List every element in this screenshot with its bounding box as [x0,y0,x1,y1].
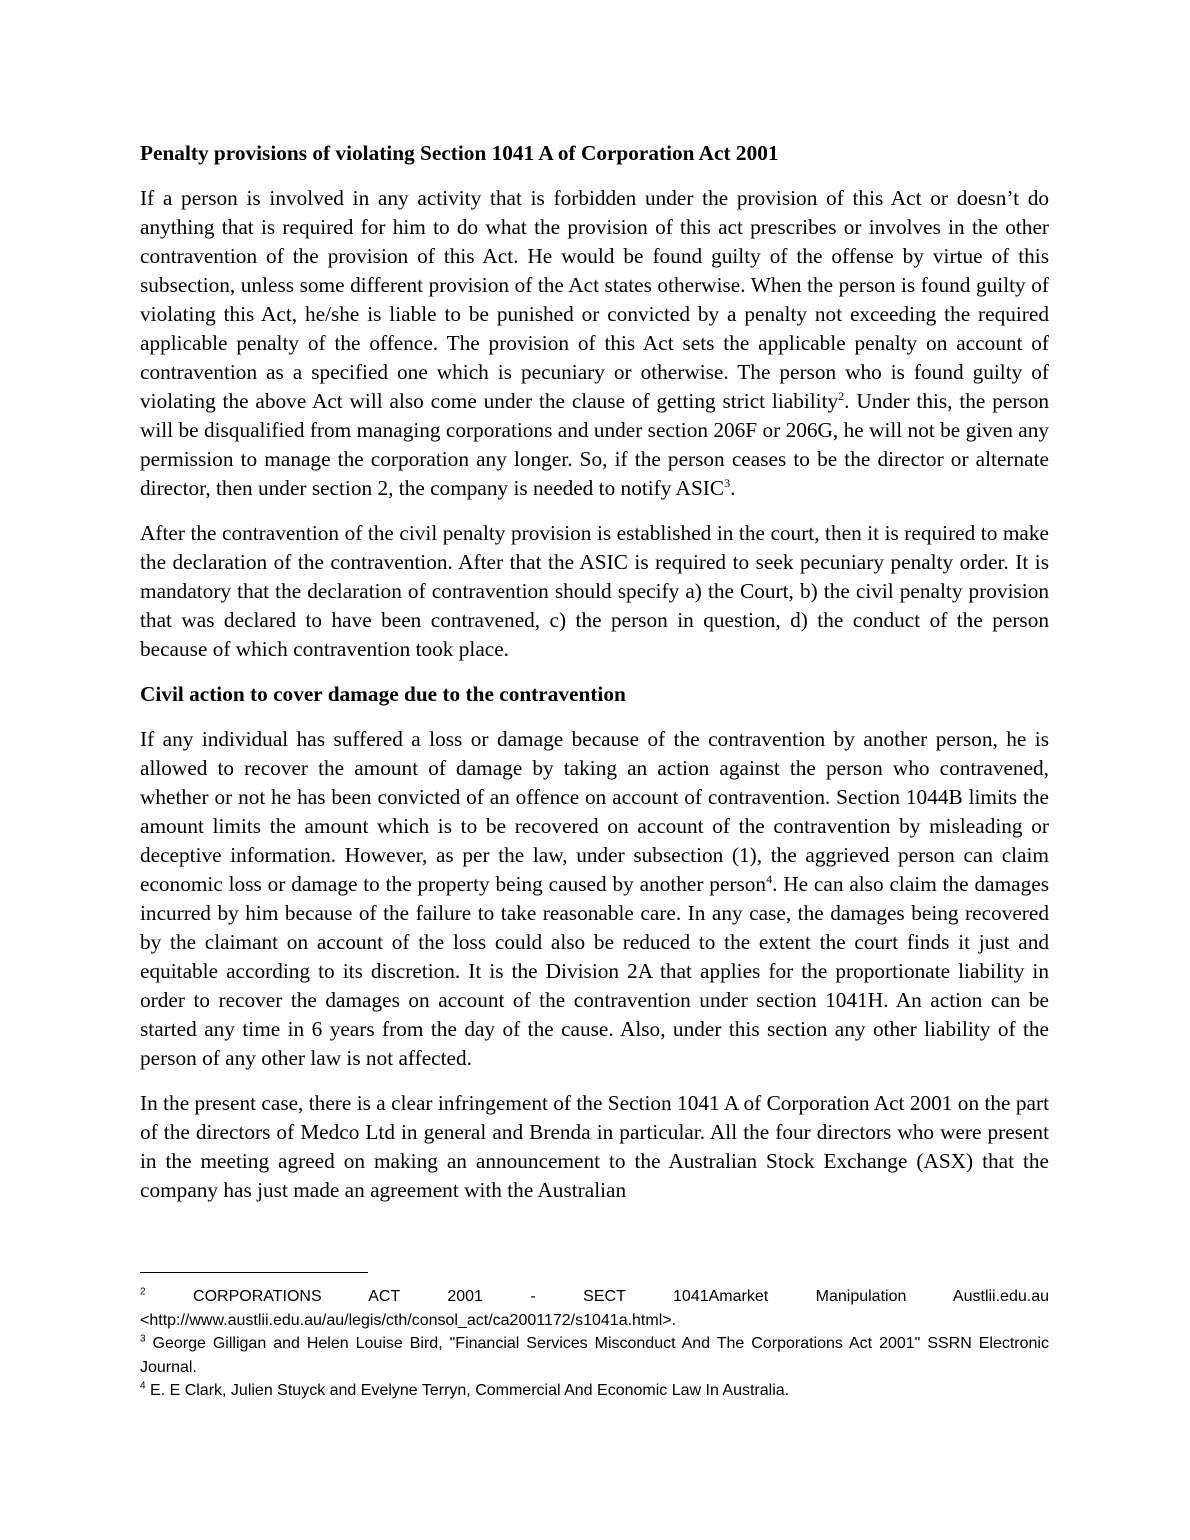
paragraph-text: . Under this, the person will be disqualified from managing corporations and under section 206F or 206G, he will not be given any permission to manage the corporation any longer. So, if the person ceases to be the director or alternate director, then under section 2, the company is needed to notify ASIC [140,389,1049,500]
section-heading-penalty: Penalty provisions of violating Section 1041 A of Corporation Act 2001 [140,141,779,165]
footnote-item [140,1285,1049,1332]
footnote-ref-2[interactable]: 2 [838,388,845,403]
paragraph-text: . He can also claim the damages incurred by him because of the failure to take reasonable care. In any case, the damages being recovered by the claimant on account of the loss could also be reduced to the extent the court finds it just and equitable according to its discretion. It is the Division 2A that applies for the proportionate liability in order to recover the damages on account of the contravention under section 1041H. An action can be started any time in 6 years from the day of the cause. Also, under this section any other liability of the person of any other law is not affected. [140,872,1049,1070]
paragraph-present-case: In the present case, there is a clear infringement of the Section 1041 A of Corporation Act 2001 on the part of the directors of Medco Ltd in general and Brenda in particular. All the four directors who were present in the meeting agreed on making an announcement to the Australian Stock Exchange (ASX) that the company has just made an agreement with the Australian [140,1091,1049,1202]
footnote-item [140,1332,1049,1379]
footnote-number: 3 [140,1333,146,1345]
footnote-separator [140,1272,368,1273]
paragraph-text: If any individual has suffered a loss or damage because of the contravention by another person, he is allowed to recover the amount of damage by taking an action against the person who contravened, whether or not he has been convicted of an offence on account of contravention. Section 1044B limits the amount limits the amount which is to be recovered on account of the contravention by misleading or deceptive information. However, as per the law, under subsection (1), the aggrieved person can claim economic loss or damage to the property being caused by another person [140,727,1049,896]
footnote-text: CORPORATIONS ACT 2001 - SECT 1041Amarket Manipulation Austlii.edu.au <http://www.austlii.edu.au/au/legis/cth/consol_act/ca2001172/s1041a.html>. [140,1288,1049,1329]
footnote-number: 4 [140,1380,146,1392]
paragraph-declaration: After the contravention of the civil penalty provision is established in the court, then it is required to make the declaration of the contravention. After that the ASIC is required to seek pecuniary penalty order. It is mandatory that the declaration of contravention should specify a) the Court, b) the civil penalty provision that was declared to have been contravened, c) the person in question, d) the conduct of the person because of which contravention took place. [140,521,1049,661]
paragraph-civil-action [140,725,1049,1073]
footnote-ref-3[interactable]: 3 [724,475,731,490]
footnote-text: George Gilligan and Helen Louise Bird, "Financial Services Misconduct And The Corporations Act 2001" SSRN Electronic Journal. [140,1335,1049,1376]
footnote-text: E. E Clark, Julien Stuyck and Evelyne Terryn, Commercial And Economic Law In Australia. [150,1382,790,1399]
paragraph-penalty [140,184,1049,503]
paragraph-text: If a person is involved in any activity that is forbidden under the provision of this Act or doesn’t do anything that is required for him to do what the provision of this act prescribes or involves in the other contravention of the provision of this Act. He would be found guilty of the offense by virtue of this subsection, unless some different provision of the Act states otherwise. When the person is found guilty of violating this Act, he/she is liable to be punished or convicted by a penalty not exceeding the required applicable penalty of the offence. The provision of this Act sets the applicable penalty on account of contravention as a specified one which is pecuniary or otherwise. The person who is found guilty of violating the above Act will also come under the clause of getting strict liability [140,186,1049,413]
footnote-number: 2 [140,1286,146,1298]
footnote-ref-4[interactable]: 4 [766,871,773,886]
section-heading-civil-action: Civil action to cover damage due to the contravention [140,682,626,706]
footnote-item [140,1379,1049,1403]
body-content [140,139,1049,1221]
paragraph-text: . [730,476,736,500]
footnotes-section [140,1272,1049,1403]
